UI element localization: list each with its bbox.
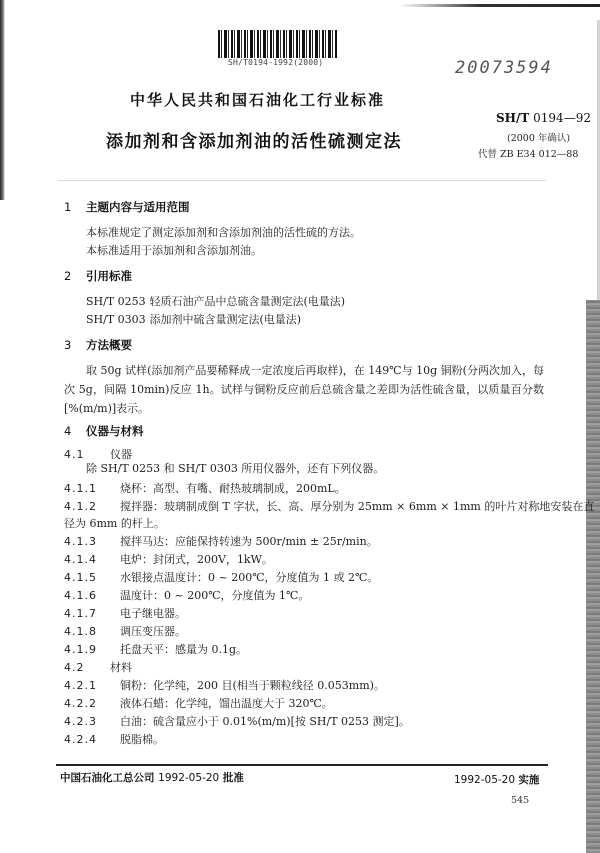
subsection-intro: 除 SH/T 0253 和 SH/T 0303 所用仪器外，还有下列仪器。 (86, 462, 385, 475)
list-item (64, 677, 385, 693)
approval-date: 1992-05-20 (158, 772, 220, 784)
subsection-number: 4.1 (64, 448, 85, 461)
issuer: 中国石油化工总公司 (60, 772, 155, 784)
item-text: 电子继电器。 (120, 607, 186, 620)
item-text: 白油：硫含量应小于 0.01%(m/m)[按 SH/T 0253 测定]。 (120, 715, 410, 728)
reference-title: 轻质石油产品中总硫含量测定法(电量法) (149, 295, 346, 308)
list-item (64, 498, 594, 514)
item-number: 4.1.5 (64, 571, 97, 584)
standard-confirmation: (2000 年确认) (507, 133, 571, 144)
barcode (218, 30, 338, 58)
scan-edge-top (400, 4, 600, 7)
list-item (64, 480, 346, 496)
effective-date: 1992-05-20 (454, 774, 516, 786)
item-number: 4.1.4 (64, 553, 97, 566)
paragraph: 本标准规定了测定添加剂和含添加剂油的活性硫的方法。 (86, 226, 361, 239)
section-title: 方法概要 (86, 338, 132, 352)
subsection-4-1-heading (64, 446, 132, 462)
standard-code (496, 111, 591, 125)
item-text: 脱脂棉。 (120, 733, 164, 746)
list-item (64, 569, 378, 585)
reference-item (86, 312, 301, 328)
page-number: 545 (511, 795, 530, 806)
footer-divider (56, 764, 548, 766)
reference-code: SH/T 0253 (86, 295, 146, 308)
section-1-heading (64, 199, 190, 215)
standard-code-prefix: SH/T (496, 111, 530, 125)
reference-item (86, 294, 345, 310)
effective-label: 实施 (518, 774, 540, 786)
item-text: 搅拌器：玻璃制成倒 T 字状，长、高、厚分别为 25mm × 6mm × 1mm 的叶片对称地安装在直 (120, 500, 595, 513)
section-number: 4 (64, 424, 72, 438)
reference-title: 添加剂中硫含量测定法(电量法) (149, 313, 302, 326)
paragraph: 本标准适用于添加剂和含添加剂油。 (86, 244, 262, 257)
barcode-text: SH/T0194-1992(2000) (228, 58, 324, 67)
item-number: 4.1.6 (64, 589, 97, 602)
organization-title: 中华人民共和国石油化工行业标准 (130, 91, 386, 109)
approval-line (60, 770, 244, 785)
item-number: 4.2.4 (64, 733, 97, 746)
list-item (64, 713, 410, 729)
item-number: 4.2.2 (64, 697, 97, 710)
list-item (64, 587, 309, 603)
approval-label: 批准 (222, 772, 244, 784)
item-number: 4.1.9 (64, 643, 97, 656)
list-item (64, 551, 273, 567)
item-number: 4.1.2 (64, 500, 97, 513)
section-number: 3 (64, 338, 72, 352)
list-item (64, 695, 333, 711)
section-title: 主题内容与适用范围 (86, 200, 190, 214)
item-text: 托盘天平：感量为 0.1g。 (120, 643, 248, 656)
item-text: 电炉：封闭式，200V，1kW。 (120, 553, 273, 566)
stamp-number: 20073594 (455, 58, 553, 78)
item-text: 调压变压器。 (120, 625, 186, 638)
subsection-number: 4.2 (64, 661, 85, 674)
method-summary-paragraph: 取 50g 试样(添加剂产品要稀释成一定浓度后再取样)，在 149℃与 10g 铜粉(分两次加入，每次 5g，间隔 10min)反应 1h。试样与铜粉反应前后总硫含量之差即为活性硫含量，以质量百分数 [%(m/m)]表示。 (64, 364, 544, 415)
section-number: 2 (64, 269, 72, 283)
item-text: 铜粉：化学纯，200 目(相当于颗粒线径 0.053mm)。 (120, 679, 385, 692)
item-number: 4.1.7 (64, 607, 97, 620)
subsection-title: 仪器 (110, 448, 132, 461)
list-item (64, 731, 164, 747)
subsection-title: 材料 (110, 661, 132, 674)
list-item (64, 623, 186, 639)
item-number: 4.1.3 (64, 535, 97, 548)
section-number: 1 (64, 200, 72, 214)
reference-code: SH/T 0303 (86, 313, 146, 326)
effective-line (454, 772, 539, 787)
item-number: 4.1.8 (64, 625, 97, 638)
section-4-heading (64, 423, 144, 439)
item-text: 温度计：0 ~ 200℃，分度值为 1℃。 (120, 589, 310, 602)
document-title: 添加剂和含添加剂油的活性硫测定法 (106, 132, 402, 152)
scan-edge-right (586, 300, 600, 853)
item-number: 4.2.3 (64, 715, 97, 728)
scan-edge-left (0, 0, 5, 200)
section-title: 仪器与材料 (86, 424, 144, 438)
item-text: 水银接点温度计：0 ~ 200℃，分度值为 1 或 2℃。 (120, 571, 379, 584)
item-text: 液体石蜡：化学纯，馏出温度大于 320℃。 (120, 697, 333, 710)
item-text: 搅拌马达：应能保持转速为 500r/min ± 25r/min。 (120, 535, 378, 548)
list-item (64, 641, 247, 657)
section-3-heading (64, 337, 132, 353)
subsection-4-2-heading (64, 659, 132, 675)
list-item (64, 605, 186, 621)
header-divider (58, 180, 546, 181)
section-2-heading (64, 268, 132, 284)
standard-replaces: 代替 ZB E34 012—88 (478, 149, 579, 160)
item-number: 4.2.1 (64, 679, 97, 692)
item-text: 烧杯：高型、有嘴、耐热玻璃制成，200mL。 (120, 482, 346, 495)
section-title: 引用标准 (86, 269, 132, 283)
standard-code-number: 0194—92 (533, 111, 591, 125)
list-item (64, 533, 378, 549)
list-item-continuation: 径为 6mm 的杆上。 (64, 517, 165, 530)
item-number: 4.1.1 (64, 482, 97, 495)
